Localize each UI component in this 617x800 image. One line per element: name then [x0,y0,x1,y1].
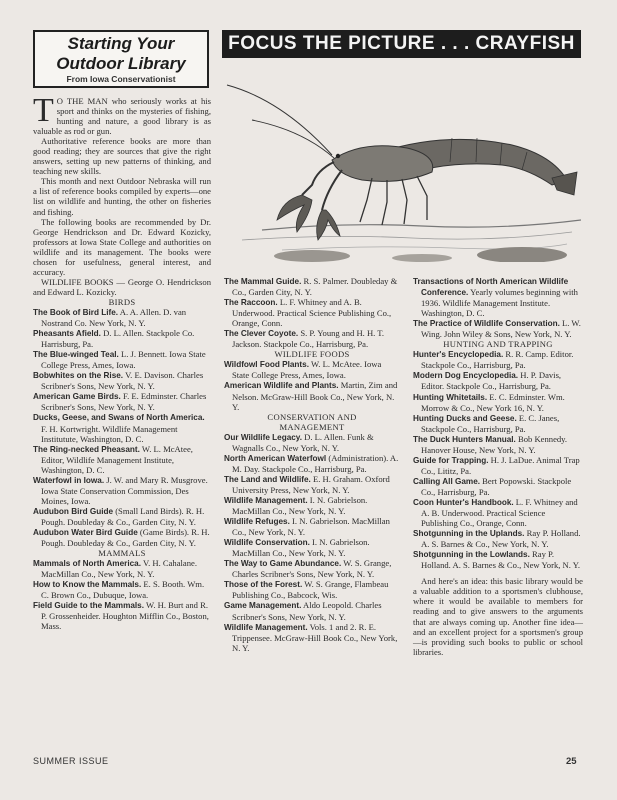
book-title: Shotgunning in the Uplands. [413,529,525,539]
book-title: How to Know the Mammals. [33,580,142,590]
section-heading-mammals: MAMMALS [98,548,146,559]
book-entry [224,516,400,537]
book-entry [33,349,211,370]
book-details: A. A. Allen. D. van Nostrand Co. New York, N. Y. [41,306,187,329]
book-title: The Practice of Wildlife Conservation. [413,319,560,329]
book-details: Ray P. Holland. A. S. Barnes & Co., New York, N. Y. [421,549,580,571]
book-details: W. H. Burt and R. P. Grossenheider. Houghton Mifflin Co., Boston, Mass. [41,600,209,632]
book-title: North American Waterfowl [224,453,327,463]
book-details: J. W. and Mary R. Musgrove. Iowa State Conservation Commission, Des Moines, Iowa. [41,474,208,506]
book-title: The Way to Game Abundance. [224,559,342,569]
book-details: L. F. Whitney and A. B. Underwood. Practical Science Publishing Co., Orange, Conn. [232,297,392,329]
book-details: E. H. Graham. Oxford University Press, New York, N. Y. [232,473,390,495]
column-2 [224,276,400,653]
book-title: Audubon Bird Guide [33,506,114,516]
mammals-list [33,558,211,631]
book-entry [224,297,400,328]
book-title: Transactions of North American Wildlife Conference. [413,277,569,298]
book-title: Coon Hunter's Handbook. [413,497,514,507]
book-entry [224,432,400,453]
book-title: Wildfowl Food Plants. [224,360,309,370]
book-title: The Blue-winged Teal. [33,350,119,360]
book-details: I. N. Gabrielson. MacMillan Co., New York, N. Y. [232,537,370,559]
book-title: American Wildlife and Plants. [224,381,339,391]
section-heading-birds: BIRDS [108,296,136,307]
book-entry [413,349,583,370]
book-details: F. H. Kortwright. Wildlife Management Institutute, Washington, D. C. [41,423,178,444]
book-details: D. L. Allen. Stackpole Co. Harrisburg, Pa. [41,328,195,350]
book-entry [413,276,583,318]
book-details: R. S. Palmer. Doubleday & Co., Garden City, N. Y. [232,276,398,298]
book-entry [224,600,400,621]
book-entry [413,549,583,570]
book-title: Hunting Whitetails. [413,392,488,402]
closing-paragraph: And here's an idea: this basic library would be a valuable addition to a sportsmen's clubhouse, where it would be available to members for reading and to give answers to the arguments that are always coming up. Another fine idea—and an excellent project for a sportsmen's group—is providing such books to public or school libraries. [413,576,583,657]
book-entry [33,444,211,475]
book-entry [413,528,583,549]
book-title: Wildlife Management. [224,495,308,505]
book-details: E. C. Janes, Stackpole Co., Harrisburg, Pa. [421,412,560,434]
book-title: Bobwhites on the Rise. [33,371,124,381]
column-3 [413,276,583,657]
book-entry [224,537,400,558]
book-entry [413,497,583,528]
book-details: W. S. Grange, Flambeau Publishing Co., Babcock, Wis. [232,579,389,601]
book-details: H. P. Davis, Editor. Stackpole Co., Harrisburg, Pa. [421,370,562,392]
section-heading-conservation: CONSERVATION AND MANAGEMENT [267,411,357,432]
book-entry [33,391,211,412]
book-details: W. L. McAtee. Iowa State College Press, Ames, Iowa. [232,359,382,381]
book-title: Hunting Ducks and Geese. [413,413,517,423]
paragraph: Authoritative reference books are more than good reading; they are sources that give the right answers, setting up new patterns of thinking, and teaching new skills. [33,136,211,177]
book-entry [224,495,400,516]
issue-label: SUMMER ISSUE [33,756,109,766]
book-title: Field Guide to the Mammals. [33,601,145,611]
book-entry [33,328,211,349]
article-source: From Iowa Conservationist [66,74,176,84]
book-details: L. J. Bennett. Iowa State College Press, Ames, Iowa. [41,349,206,371]
intro-paragraph: T O THE MAN who seriously works at his sport and thinks on the mysteries of fishing, hunting and nature, a good library is as valuable as rod or gun. [33,92,211,137]
book-title: Modern Dog Encyclopedia. [413,371,519,381]
mammals-list-continued [224,276,400,349]
book-entry [33,600,211,631]
book-title: Wildlife Management. [224,622,308,632]
feature-banner: FOCUS THE PICTURE . . . CRAYFISH [222,30,581,58]
book-title: Shotgunning in the Lowlands. [413,550,530,560]
book-title: Our Wildlife Legacy. [224,432,303,442]
book-entry [413,392,583,413]
book-title: Wildlife Conservation. [224,538,310,548]
page-number: 25 [566,756,577,767]
book-details: W. L. McAtee, Editor, Wildlife Management Institute, Washington, D. C. [41,443,193,475]
book-entry [33,527,211,548]
book-title: Calling All Game. [413,476,481,486]
book-entry [413,370,583,391]
book-details: I. N. Gabrielson. MacMillan Co., New York, N. Y. [232,516,390,538]
drop-cap: T [33,92,54,129]
book-title: Waterfowl in Iowa. [33,475,105,485]
book-title: Audubon Water Bird Guide [33,527,138,537]
book-title: Mammals of North America. [33,559,141,569]
book-details: Bob Kennedy. Hanover House, New York, N. Y. [421,433,568,455]
book-details: Bert Popowski. Stackpole Co., Harrisburg, Pa. [421,475,572,497]
book-title: The Land and Wildlife. [224,474,311,484]
book-title: The Raccoon. [224,298,278,308]
book-entry [33,579,211,600]
book-entry [33,506,211,527]
wildlife-foods-list [224,359,400,411]
conservation-list [224,432,400,653]
book-entry [224,579,400,600]
book-details: F. E. Edminster. Charles Scribner's Sons, New York, N. Y. [41,391,207,413]
book-entry [224,380,400,411]
book-title: Ducks, Geese, and Swans of North America. [33,413,205,423]
book-title: Game Management. [224,601,302,611]
book-details: (Game Birds). R. H. Pough. Doubleday & Co., Garden City, N. Y. [41,526,210,549]
book-details: (Small Land Birds). R. H. Pough. Doubleday & Co., Garden City, N. Y. [41,505,205,527]
book-details: V. H. Cahalane. MacMillan Co., New York, N. Y. [41,558,197,580]
book-title: Guide for Trapping. [413,455,489,465]
book-details: Yearly volumes beginning with 1936. Wildlife Management Institute. Washington, D. C. [421,287,578,319]
book-details: W. S. Grange, Charles Scribner's Sons, New York, N. Y. [232,558,392,580]
book-entry [33,370,211,391]
book-title: Pheasants Afield. [33,329,101,339]
book-entry [224,453,400,474]
section-heading-wildlife-foods: WILDLIFE FOODS [274,349,350,360]
crayfish-illustration [222,60,581,262]
book-entry [224,474,400,495]
book-entry [33,558,211,579]
book-entry [413,413,583,434]
book-details: (Administration). A. M. Day. Stackpole Co., Harrisburg, Pa. [232,452,399,474]
hunting-list [413,349,583,570]
book-entry [33,412,211,443]
book-details: V. E. Davison. Charles Scribner's Sons, New York, N. Y. [41,370,204,392]
book-entry [33,475,211,506]
book-title: The Duck Hunters Manual. [413,434,516,444]
paragraph: The following books are recommended by Dr. George Hendrickson and Dr. Edward Kozicky, professors at Iowa State College and authorities on wildlife and its management. The books were chosen for usefulness, general interest, and accuracy. [33,216,211,277]
book-details: D. L. Allen. Funk & Wagnalls Co., New York, N. Y. [232,431,374,453]
book-title: Those of the Forest. [224,580,303,590]
book-details: I. N. Gabrielson. MacMillan Co., New York, N. Y. [232,494,368,517]
book-entry [224,359,400,380]
conservation-list-continued [413,276,583,339]
book-entry [413,434,583,455]
book-entry [33,307,211,328]
book-entry [413,455,583,476]
book-details: H. J. LaDue. Animal Trap Co., Lititz, Pa. [421,454,580,476]
book-details: L. W. Wing. John Wiley & Sons, New York, N. Y. [421,318,581,340]
article-title: Starting Your Outdoor Library [56,34,186,73]
paragraph: WILDLIFE BOOKS — George O. Hendrickson and Edward L. Kozicky. [33,276,211,297]
book-details: L. F. Whitney and A. B. Underwood. Practical Science Publishing Co., Orange, Conn. [421,496,578,529]
book-title: The Ring-necked Pheasant. [33,444,140,454]
book-details: Ray P. Holland. A. S. Barnes & Co., New York, N. Y. [421,528,581,550]
book-details: E. S. Booth. Wm. C. Brown Co., Dubuque, Iowa. [41,579,205,601]
book-details: Martin, Zim and Nelson. McGraw-Hill Book Co., New York, N. Y. [232,380,398,412]
book-details: E. C. Edminster. Wm. Morrow & Co., New York 16, N. Y. [421,391,565,413]
book-title: The Clever Coyote. [224,329,299,339]
book-details: Vols. 1 and 2. R. E. Trippensee. McGraw-Hill Book Co., New York, N. Y. [232,621,398,653]
book-title: American Game Birds. [33,392,121,402]
section-heading-hunting: HUNTING AND TRAPPING [443,339,553,350]
book-entry [413,318,583,339]
book-entry [224,622,400,653]
book-details: Aldo Leopold. Charles Scribner's Sons, New York, N. Y. [232,600,382,622]
book-entry [413,476,583,497]
birds-list [33,307,211,548]
book-title: The Mammal Guide. [224,277,302,286]
book-entry [224,328,400,349]
book-title: The Book of Bird Life. [33,307,119,317]
book-title: Wildlife Refuges. [224,517,290,527]
book-title: Hunter's Encyclopedia. [413,350,504,360]
article-title-box [33,30,209,88]
book-details: S. P. Young and H. H. T. Jackson. Stackpole Co., Harrisburg, Pa. [232,328,385,350]
book-details: R. R. Camp. Editor. Stackpole Co., Harrisburg, Pa. [421,349,574,371]
paragraph: This month and next Outdoor Nebraska will run a list of reference books compiled by experts—one list on wildlife and hunting, the other on fisheries and fishing. [33,176,211,217]
column-1 [33,92,211,632]
book-entry [224,276,400,297]
book-entry [224,558,400,579]
